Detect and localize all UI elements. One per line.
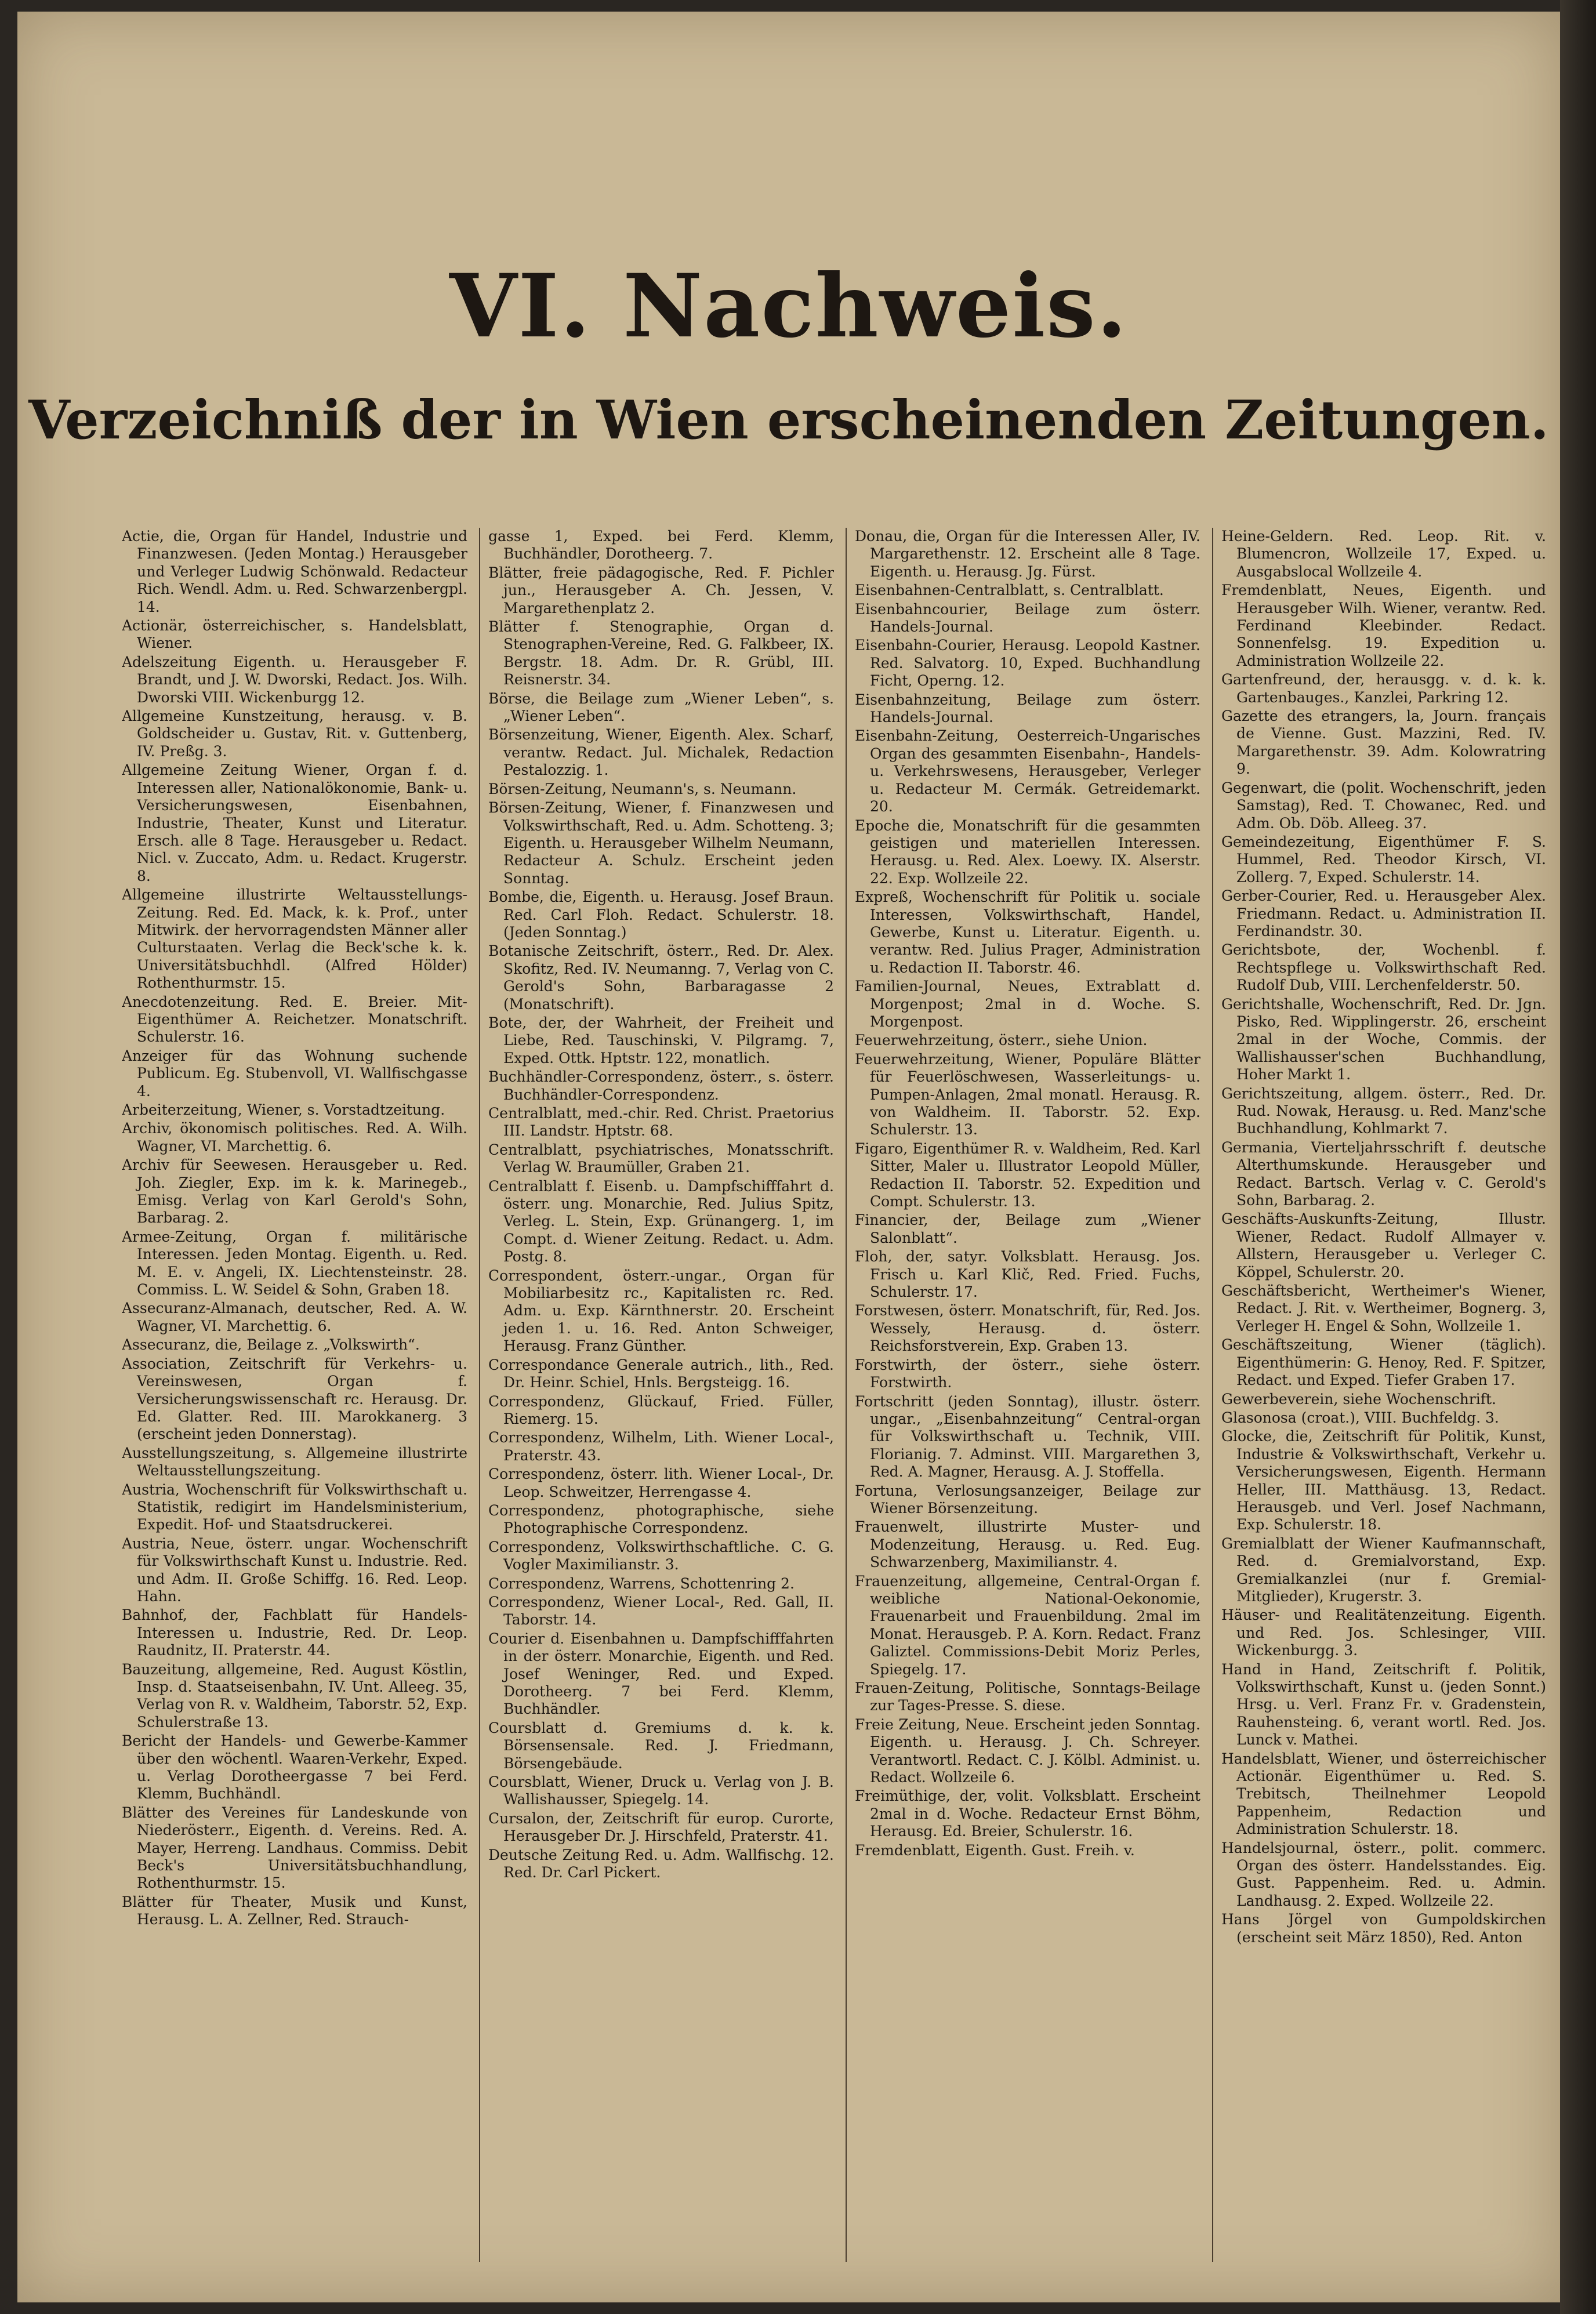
directory-entry: Fremdenblatt, Eigenth. Gust. Freih. v. — [855, 1841, 1135, 1859]
directory-entry: Austria, Wochenschrift für Volkswirthschaft u. Statistik, redigirt im Handelsministerium, Expedit. Hof- und Staatsdruckerei. — [122, 1481, 467, 1533]
directory-entry: Deutsche Zeitung Red. u. Adm. Wallfischg. 12. Red. Dr. Carl Pickert. — [488, 1846, 834, 1881]
document-page — [17, 12, 1560, 2302]
directory-entry: Correspondenz, Warrens, Schottenring 2. — [488, 1575, 795, 1592]
directory-entry: Assecuranz, die, Beilage z. „Volkswirth“. — [122, 1336, 420, 1354]
directory-entry: Austria, Neue, österr. ungar. Wochenschrift für Volkswirthschaft Kunst u. Industrie. Red. und Adm. II. Große Schiffg. 16. Red. Leop. Hahn. — [122, 1535, 467, 1605]
directory-entry: Börsen-Zeitung, Neumann's, s. Neumann. — [488, 780, 797, 797]
directory-entry: Geschäftszeitung, Wiener (täglich). Eigenthümerin: G. Henoy, Red. F. Spitzer, Redact. und Exped. Tiefer Graben 17. — [1221, 1336, 1546, 1389]
directory-entry: Correspondenz, Wiener Local-, Red. Gall, II. Taborstr. 14. — [488, 1593, 834, 1628]
directory-entry: Gerichtszeitung, allgem. österr., Red. Dr. Rud. Nowak, Herausg. u. Red. Manz'sche Buchhandlung, Kohlmarkt 7. — [1221, 1085, 1546, 1137]
directory-entry: Centralblatt f. Eisenb. u. Dampfschifffahrt d. österr. ung. Monarchie, Red. Julius Spitz, Verleg. L. Stein, Exp. Grünangerg. 1, im Compt. d. Wiener Zeitung. Redact. u. Adm. Postg. 8. — [488, 1177, 834, 1265]
directory-entry: Frauen-Zeitung, Politische, Sonntags-Beilage zur Tages-Presse. S. diese. — [855, 1680, 1200, 1714]
directory-entry: Botanische Zeitschrift, österr., Red. Dr. Alex. Skofitz, Red. IV. Neumanng. 7, Verlag von C. Gerold's Sohn, Barbaragasse 2 (Monatschrift). — [488, 942, 834, 1013]
directory-entry: Gremialblatt der Wiener Kaufmannschaft, Red. d. Gremialvorstand, Exp. Gremialkanzlei (nur f. Gremial-Mitglieder), Krugerstr. 3. — [1221, 1535, 1546, 1605]
directory-entry: Bote, der, der Wahrheit, der Freiheit und Liebe, Red. Tauschinski, V. Pilgramg. 7, Exped. Ottk. Hptstr. 122, monatlich. — [488, 1014, 834, 1067]
directory-entry: Archiv für Seewesen. Herausgeber u. Red. Joh. Ziegler, Exp. im k. k. Marinegeb., Emisg. Verlag von Karl Gerold's Sohn, Barbarag. 2. — [122, 1156, 467, 1227]
directory-entry: Gegenwart, die (polit. Wochenschrift, jeden Samstag), Red. T. Chowanec, Red. und Adm. Ob. Döb. Alleeg. 37. — [1221, 779, 1546, 832]
directory-entry: Häuser- und Realitätenzeitung. Eigenth. und Red. Jos. Schlesinger, VIII. Wickenburgg. 3. — [1221, 1606, 1546, 1659]
directory-entry: Fremdenblatt, Neues, Eigenth. und Herausgeber Wilh. Wiener, verantw. Red. Ferdinand Kleebinder. Redact. Sonnenfelsg. 19. Expedition u. Administration Wollzeile 22. — [1221, 582, 1546, 669]
directory-entry: Eisenbahnzeitung, Beilage zum österr. Handels-Journal. — [855, 691, 1200, 726]
column-divider — [1212, 528, 1213, 2262]
directory-entry: Geschäfts-Auskunfts-Zeitung, Illustr. Wiener, Redact. Rudolf Allmayer v. Allstern, Herausgeber u. Verleger C. Köppel, Schulerstr. 20. — [1221, 1210, 1546, 1281]
directory-entry: Coursblatt, Wiener, Druck u. Verlag von J. B. Wallishausser, Spiegelg. 14. — [488, 1773, 834, 1808]
directory-entry: Association, Zeitschrift für Verkehrs- u. Vereinswesen, Organ f. Versicherungswissenschaft rc. Herausg. Dr. Ed. Glatter. Red. III. Marokkanerg. 3 (erscheint jeden Donnerstag). — [122, 1355, 467, 1443]
column-divider — [846, 528, 847, 2262]
directory-entry: Gartenfreund, der, herausgg. v. d. k. k. Gartenbauges., Kanzlei, Parkring 12. — [1221, 671, 1546, 706]
directory-entry: Actionär, österreichischer, s. Handelsblatt, Wiener. — [122, 617, 467, 652]
directory-entry: Centralblatt, med.-chir. Red. Christ. Praetorius III. Landstr. Hptstr. 68. — [488, 1105, 834, 1140]
directory-entry: Gerichtsbote, der, Wochenbl. f. Rechtspflege u. Volkswirthschaft Red. Rudolf Dub, VIII. Lerchenfelderstr. 50. — [1221, 941, 1546, 994]
directory-entry: Fortschritt (jeden Sonntag), illustr. österr. ungar., „Eisenbahnzeitung“ Central-organ für Volkswirthschaft u. Technik, VIII. Florianig. 7. Adminst. VIII. Margarethen 3, Red. A. Magner, Herausg. A. J. Stoffella. — [855, 1392, 1200, 1481]
directory-entry: Freie Zeitung, Neue. Erscheint jeden Sonntag. Eigenth. u. Herausg. J. Ch. Schreyer. Verantwortl. Redact. C. J. Kölbl. Administ. u. Redact. Wollzeile 6. — [855, 1715, 1200, 1786]
directory-entry: Geschäftsbericht, Wertheimer's Wiener, Redact. J. Rit. v. Wertheimer, Bognerg. 3, Verleger H. Engel & Sohn, Wollzeile 1. — [1221, 1282, 1546, 1334]
directory-entry: Börse, die Beilage zum „Wiener Leben“, s. „Wiener Leben“. — [488, 690, 834, 725]
directory-entry: Courier d. Eisenbahnen u. Dampfschifffahrten in der österr. Monarchie, Eigenth. und Red. Josef Weninger, Red. und Exped. Dorotheerg. 7 bei Ferd. Klemm, Buchhändler. — [488, 1630, 834, 1718]
directory-entry: Eisenbahnen-Centralblatt, s. Centralblatt. — [855, 582, 1164, 599]
directory-entry: Figaro, Eigenthümer R. v. Waldheim, Red. Karl Sitter, Maler u. Illustrator Leopold Müller, Redaction II. Taborstr. 52. Expedition und Compt. Schulerstr. 13. — [855, 1140, 1200, 1210]
directory-entry: Arbeiterzeitung, Wiener, s. Vorstadtzeitung. — [122, 1101, 445, 1118]
directory-entry: Financier, der, Beilage zum „Wiener Salonblatt“. — [855, 1212, 1200, 1246]
directory-entry: Glasonosa (croat.), VIII. Buchfeldg. 3. — [1221, 1409, 1499, 1426]
directory-entry: Hand in Hand, Zeitschrift f. Politik, Volkswirthschaft, Kunst u. (jeden Sonnt.) Hrsg. u. Verl. Franz Fr. v. Gradenstein, Rauhensteing. 6, verant wortl. Red. Jos. Lunck v. Mathei. — [1221, 1660, 1546, 1749]
directory-entry: Centralblatt, psychiatrisches, Monatsschrift. Verlag W. Braumüller, Graben 21. — [488, 1141, 834, 1176]
directory-entry: gasse 1, Exped. bei Ferd. Klemm, Buchhändler, Dorotheerg. 7. — [488, 528, 834, 563]
directory-entry: Armee-Zeitung, Organ f. militärische Interessen. Jeden Montag. Eigenth. u. Red. M. E. v. Angeli, IX. Liechtensteinstr. 28. Commiss. L. W. Seidel & Sohn, Graben 18. — [122, 1228, 467, 1299]
directory-entry: Floh, der, satyr. Volksblatt. Herausg. Jos. Frisch u. Karl Klič, Red. Fried. Fuchs, Schulerstr. 17. — [855, 1248, 1200, 1301]
directory-entry: Ausstellungszeitung, s. Allgemeine illustrirte Weltausstellungszeitung. — [122, 1444, 467, 1479]
directory-entry: Buchhändler-Correspondenz, österr., s. österr. Buchhändler-Correspondenz. — [488, 1068, 834, 1103]
directory-entry: Eisenbahn-Zeitung, Oesterreich-Ungarisches Organ des gesammten Eisenbahn-, Handels- u. Verkehrswesens, Herausgeber, Verleger u. Redacteur M. Cermák. Getreidemarkt. 20. — [855, 727, 1200, 815]
directory-entry: Correspondenz, photographische, siehe Photographische Correspondenz. — [488, 1501, 834, 1537]
directory-entry: Expreß, Wochenschrift für Politik u. sociale Interessen, Volkswirthschaft, Handel, Gewerbe, Kunst u. Literatur. Eigenth. u. verantw. Red. Julius Prager, Administration u. Redaction II. Taborstr. 46. — [855, 888, 1200, 976]
column-3 — [855, 528, 1200, 2268]
directory-entry: Frauenzeitung, allgemeine, Central-Organ f. weibliche National-Oekonomie, Frauenarbeit und Frauenbildung. 2mal im Monat. Herausgeb. P. A. Korn. Redact. Franz Galiztel. Commissions-Debit Moriz Perles, Spiegelg. 17. — [855, 1572, 1200, 1678]
directory-entry: Feuerwehrzeitung, österr., siehe Union. — [855, 1032, 1148, 1049]
directory-entry: Gerichtshalle, Wochenschrift, Red. Dr. Jgn. Pisko, Red. Wipplingerstr. 26, erscheint 2mal in der Woche, Commis. der Wallishausser'schen Buchhandlung, Hoher Markt 1. — [1221, 995, 1546, 1083]
directory-entry: Allgemeine Kunstzeitung, herausg. v. B. Goldscheider u. Gustav, Rit. v. Guttenberg, IV. Preßg. 3. — [122, 708, 467, 760]
directory-entry: Correspondenz, österr. lith. Wiener Local-, Dr. Leop. Schweitzer, Herrengasse 4. — [488, 1466, 834, 1500]
directory-entry: Gazette des etrangers, la, Journ. français de Vienne. Gust. Mazzini, Red. IV. Margarethenstr. 39. Adm. Kolowratring 9. — [1221, 708, 1546, 778]
directory-entry: Eisenbahn-Courier, Herausg. Leopold Kastner. Red. Salvatorg. 10, Exped. Buchhandlung Ficht, Operng. 12. — [855, 637, 1200, 690]
directory-entry: Donau, die, Organ für die Interessen Aller, IV. Margarethenstr. 12. Erscheint alle 8 Tage. Eigenth. u. Herausg. Jg. Fürst. — [855, 528, 1200, 580]
directory-entry: Gemeindezeitung, Eigenthümer F. S. Hummel, Red. Theodor Kirsch, VI. Zollerg. 7, Exped. Schulerstr. 14. — [1221, 833, 1546, 886]
directory-entry: Blätter des Vereines für Landeskunde von Niederösterr., Eigenth. d. Vereins. Red. A. Mayer, Herreng. Landhaus. Commiss. Debit Beck's Universitätsbuchhandlung, Rothenthurmstr. 15. — [122, 1804, 467, 1892]
directory-entry: Adelszeitung Eigenth. u. Herausgeber F. Brandt, und J. W. Dworski, Redact. Jos. Wilh. Dworski VIII. Wickenburgg 12. — [122, 653, 467, 706]
directory-entry: Epoche die, Monatschrift für die gesammten geistigen und materiellen Interessen. Herausg. u. Red. Alex. Loewy. IX. Alserstr. 22. Exp. Wollzeile 22. — [855, 817, 1200, 887]
page-subtitle: Verzeichniß der in Wien erscheinenden Zeitungen. — [28, 389, 1549, 451]
directory-entry: Hans Jörgel von Gumpoldskirchen (erscheint seit März 1850), Red. Anton — [1221, 1911, 1546, 1946]
directory-entry: Feuerwehrzeitung, Wiener, Populäre Blätter für Feuerlöschwesen, Wasserleitungs- u. Pumpen-Anlagen, 2mal monatl. Herausg. R. von Waldheim. II. Taborstr. 52. Exp. Schulerstr. 13. — [855, 1050, 1200, 1138]
directory-entry: Bombe, die, Eigenth. u. Herausg. Josef Braun. Red. Carl Floh. Redact. Schulerstr. 18. (Jeden Sonntag.) — [488, 888, 834, 941]
directory-entry: Gerber-Courier, Red. u. Herausgeber Alex. Friedmann. Redact. u. Administration II. Ferdinandstr. 30. — [1221, 887, 1546, 940]
column-1 — [122, 528, 467, 2268]
directory-entry: Gewerbeverein, siehe Wochenschrift. — [1221, 1390, 1496, 1408]
directory-entry: Allgemeine illustrirte Weltausstellungs-Zeitung. Red. Ed. Mack, k. k. Prof., unter Mitwirk. der hervorragendsten Männer aller Culturstaaten. Verlag die Beck'sche k. k. Universitätsbuchhdl. (Alfred Hölder) Rothenthurmstr. 15. — [122, 886, 467, 992]
directory-entry: Actie, die, Organ für Handel, Industrie und Finanzwesen. (Jeden Montag.) Herausgeber und Verleger Ludwig Schönwald. Redacteur Rich. Wendl. Adm. u. Red. Schwarzenbergpl. 14. — [122, 528, 467, 615]
directory-entry: Bericht der Handels- und Gewerbe-Kammer über den wöchentl. Waaren-Verkehr, Exped. u. Verlag Dorotheergasse 7 bei Ferd. Klemm, Buchhändl. — [122, 1732, 467, 1802]
directory-entry: Anecdotenzeitung. Red. E. Breier. Mit-Eigenthümer A. Reichetzer. Monatschrift. Schulerstr. 16. — [122, 993, 467, 1046]
directory-entry: Heine-Geldern. Red. Leop. Rit. v. Blumencron, Wollzeile 17, Exped. u. Ausgabslocal Wollzeile 4. — [1221, 528, 1546, 580]
directory-entry: Germania, Vierteljahrsschrift f. deutsche Alterthumskunde. Herausgeber und Redact. Bartsch. Verlag v. C. Gerold's Sohn, Barbarag. 2. — [1221, 1138, 1546, 1209]
book-binding-edge — [1560, 0, 1596, 2314]
directory-entry: Blätter f. Stenographie, Organ d. Stenographen-Vereine, Red. G. Falkbeer, IX. Bergstr. 18. Adm. Dr. R. Grübl, III. Reisnerstr. 34. — [488, 618, 834, 688]
directory-entry: Correspondenz, Glückauf, Fried. Füller, Riemerg. 15. — [488, 1392, 834, 1427]
column-divider — [479, 528, 480, 2262]
directory-entry: Fortuna, Verlosungsanzeiger, Beilage zur Wiener Börsenzeitung. — [855, 1482, 1200, 1517]
column-4 — [1221, 528, 1546, 2268]
directory-entry: Correspondent, österr.-ungar., Organ für Mobiliarbesitz rc., Kapitalisten rc. Red. Adm. u. Exp. Kärnthnerstr. 20. Erscheint jeden 1. u. 16. Red. Anton Schweiger, Herausg. Franz Günther. — [488, 1267, 834, 1355]
directory-entry: Archiv, ökonomisch politisches. Red. A. Wilh. Wagner, VI. Marchettig. 6. — [122, 1120, 467, 1155]
directory-entry: Blätter für Theater, Musik und Kunst, Herausg. L. A. Zellner, Red. Strauch- — [122, 1893, 467, 1928]
directory-entry: Correspondenz, Wilhelm, Lith. Wiener Local-, Praterstr. 43. — [488, 1429, 834, 1464]
directory-entry: Blätter, freie pädagogische, Red. F. Pichler jun., Herausgeber A. Ch. Jessen, V. Margarethenplatz 2. — [488, 564, 834, 616]
page-title: VI. Nachweis. — [449, 255, 1128, 357]
directory-entry: Börsen-Zeitung, Wiener, f. Finanzwesen und Volkswirthschaft, Red. u. Adm. Schotteng. 3; Eigenth. u. Herausgeber Wilhelm Neumann, Redacteur A. Schulz. Erscheint jeden Sonntag. — [488, 799, 834, 887]
directory-entry: Familien-Journal, Neues, Extrablatt d. Morgenpost; 2mal in d. Woche. S. Morgenpost. — [855, 978, 1200, 1030]
directory-entry: Forstwesen, österr. Monatschrift, für, Red. Jos. Wessely, Herausg. d. österr. Reichsforstverein, Exp. Graben 13. — [855, 1302, 1200, 1355]
directory-entry: Anzeiger für das Wohnung suchende Publicum. Eg. Stubenvoll, VI. Wallfischgasse 4. — [122, 1047, 467, 1100]
directory-entry: Assecuranz-Almanach, deutscher, Red. A. W. Wagner, VI. Marchettig. 6. — [122, 1300, 467, 1334]
directory-entry: Forstwirth, der österr., siehe österr. Forstwirth. — [855, 1356, 1200, 1391]
column-2 — [488, 528, 834, 2268]
directory-entry: Börsenzeitung, Wiener, Eigenth. Alex. Scharf, verantw. Redact. Jul. Michalek, Redaction Pestalozzig. 1. — [488, 726, 834, 779]
directory-entry: Glocke, die, Zeitschrift für Politik, Kunst, Industrie & Volkswirthschaft, Verkehr u. Versicherungswesen, Eigenth. Hermann Heller, III. Matthäusg. 13, Redact. Herausgeb. und Verl. Josef Nachmann, Exp. Schulerstr. 18. — [1221, 1428, 1546, 1533]
directory-entry: Correspondance Generale autrich., lith., Red. Dr. Heinr. Schiel, Hnls. Bergsteigg. 16. — [488, 1356, 834, 1391]
directory-entry: Correspondenz, Volkswirthschaftliche. C. G. Vogler Maximilianstr. 3. — [488, 1538, 834, 1573]
directory-entry: Handelsjournal, österr., polit. commerc. Organ des österr. Handelsstandes. Eig. Gust. Pappenheim. Red. u. Admin. Landhausg. 2. Exped. Wollzeile 22. — [1221, 1839, 1546, 1909]
directory-entry: Freimüthige, der, volit. Volksblatt. Erscheint 2mal in d. Woche. Redacteur Ernst Böhm, Herausg. Ed. Breier, Schulerstr. 16. — [855, 1787, 1200, 1840]
directory-entry: Eisenbahncourier, Beilage zum österr. Handels-Journal. — [855, 600, 1200, 636]
directory-entry: Frauenwelt, illustrirte Muster- und Modenzeitung, Herausg. u. Red. Eug. Schwarzenberg, Maximilianstr. 4. — [855, 1518, 1200, 1571]
directory-entry: Handelsblatt, Wiener, und österreichischer Actionär. Eigenthümer u. Red. S. Trebitsch, Theilnehmer Leopold Pappenheim, Redaction und Administration Schulerstr. 18. — [1221, 1750, 1546, 1838]
directory-entry: Bahnhof, der, Fachblatt für Handels-Interessen u. Industrie, Red. Dr. Leop. Raudnitz, II. Praterstr. 44. — [122, 1606, 467, 1659]
directory-entry: Allgemeine Zeitung Wiener, Organ f. d. Interessen aller, Nationalökonomie, Bank- u. Versicherungswesen, Eisenbahnen, Industrie, Theater, Kunst und Literatur. Ersch. alle 8 Tage. Herausgeber u. Redact. Nicl. v. Zuccato, Adm. u. Redact. Krugerstr. 8. — [122, 761, 467, 884]
directory-entry: Coursblatt d. Gremiums d. k. k. Börsensensale. Red. J. Friedmann, Börsengebäude. — [488, 1719, 834, 1772]
directory-entry: Cursalon, der, Zeitschrift für europ. Curorte, Herausgeber Dr. J. Hirschfeld, Praterstr. 41. — [488, 1809, 834, 1845]
directory-entry: Bauzeitung, allgemeine, Red. August Köstlin, Insp. d. Staatseisenbahn, IV. Unt. Alleeg. 35, Verlag von R. v. Waldheim, Taborstr. 52, Exp. Schulerstraße 13. — [122, 1660, 467, 1731]
